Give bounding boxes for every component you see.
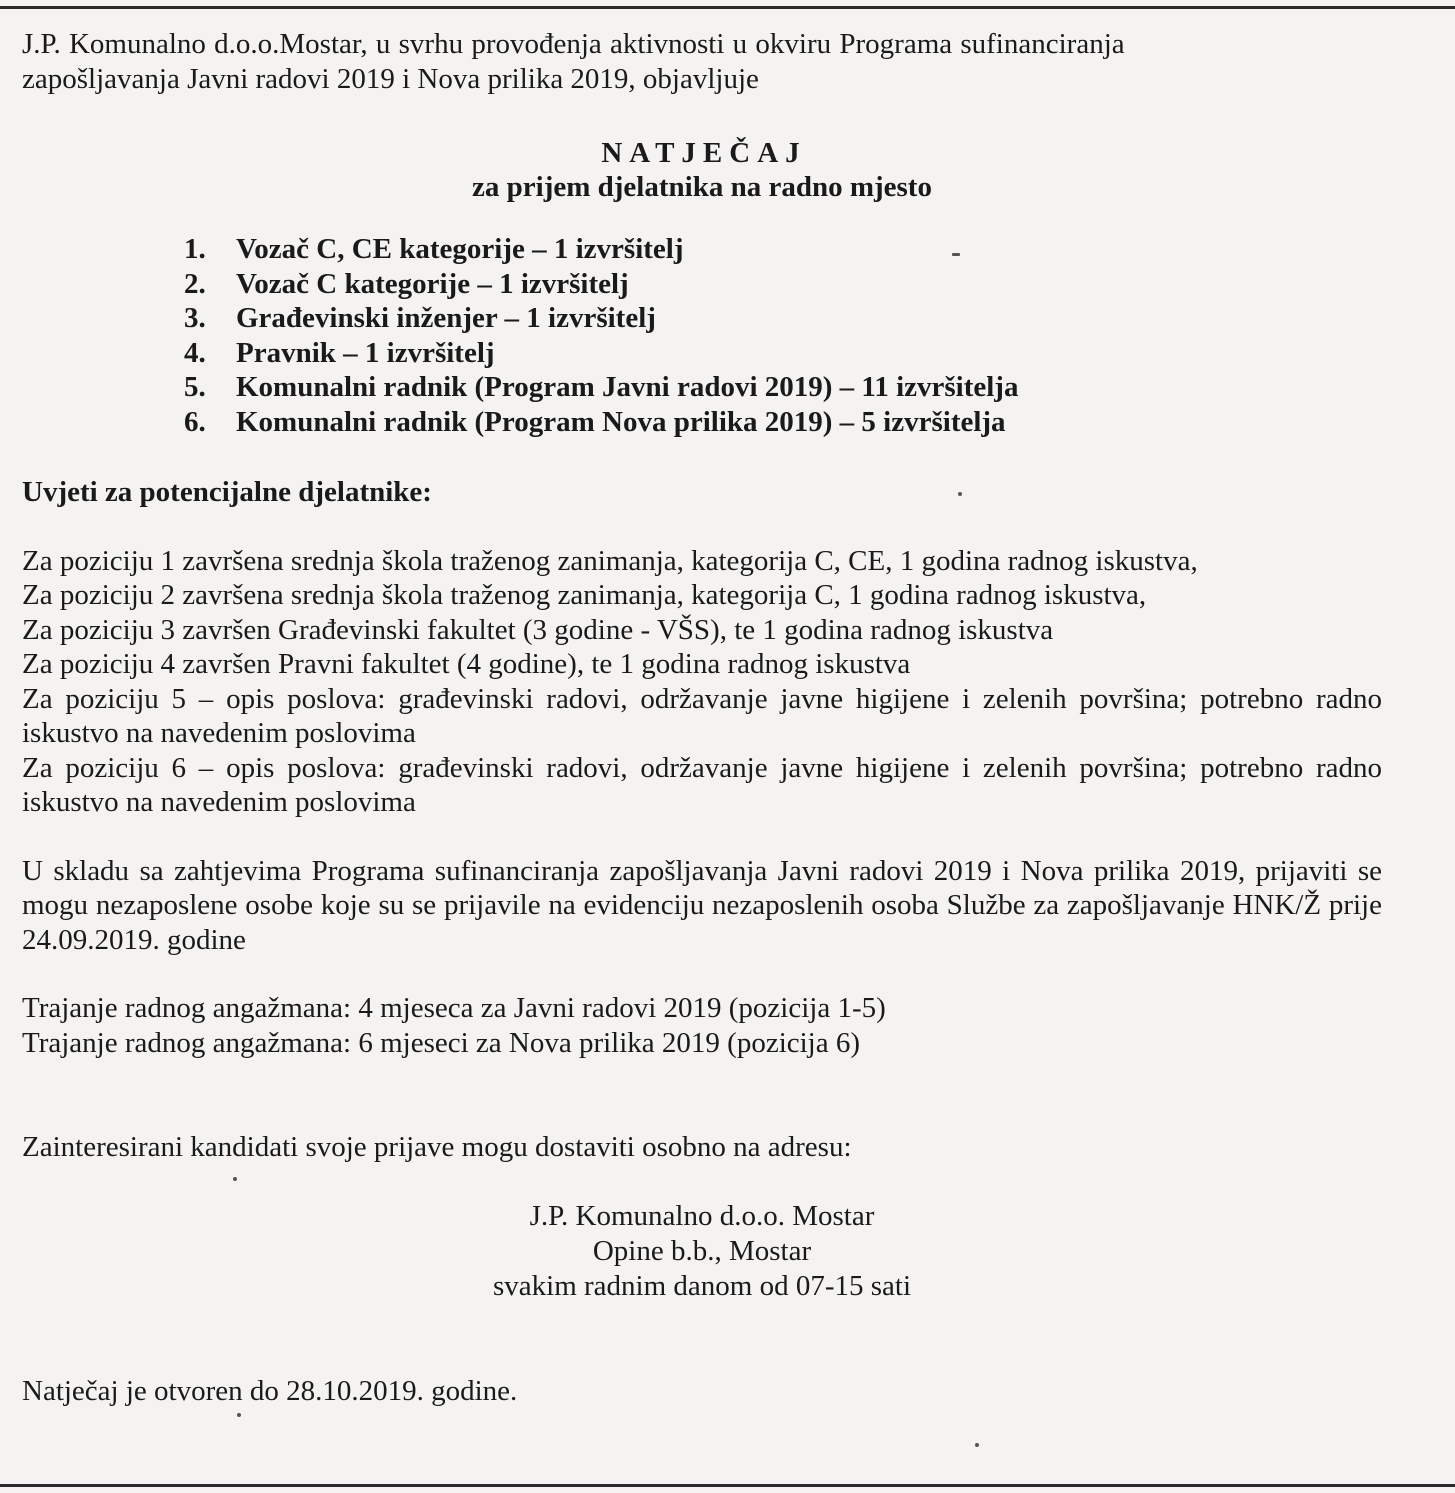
duration-line: Trajanje radnog angažmana: 4 mjeseca za Javni radovi 2019 (pozicija 1-5) bbox=[22, 992, 886, 1024]
list-item bbox=[184, 336, 1382, 371]
list-item-text: Građevinski inženjer – 1 izvršitelj bbox=[236, 302, 656, 334]
scan-speck bbox=[237, 1413, 241, 1417]
intro-paragraph bbox=[22, 27, 1382, 96]
list-item bbox=[184, 370, 1382, 405]
list-item bbox=[184, 232, 1382, 267]
list-item bbox=[184, 405, 1382, 440]
conditions-heading: Uvjeti za potencijalne djelatnike: bbox=[22, 476, 432, 508]
eligibility-paragraph: U skladu sa zahtjevima Programa sufinanciranja zapošljavanja Javni radovi 2019 i Nova prilika 2019, prijaviti se mogu nezaposlene osobe koje su se prijavile na evidenciju nezaposlenih osoba Službe za zapošljavanje HNK/Ž prije 24.09.2019. godine bbox=[22, 854, 1382, 956]
address-line-2: Opine b.b., Mostar bbox=[592, 1234, 812, 1267]
intro-line-1: J.P. Komunalno d.o.o.Mostar, u svrhu provođenja aktivnosti u okviru Programa sufinanciranja bbox=[22, 28, 1125, 60]
announcement-subtitle: za prijem djelatnika na radno mjesto bbox=[472, 171, 932, 203]
duration-block bbox=[22, 991, 1382, 1060]
condition-item: Za poziciju 4 završen Pravni fakultet (4 godine), te 1 godina radnog iskustva bbox=[22, 648, 911, 680]
list-item-number: 1. bbox=[184, 233, 206, 265]
list-item-text: Vozač C, CE kategorije – 1 izvršitelj bbox=[236, 233, 684, 265]
announcement-body bbox=[22, 27, 1382, 1408]
duration-line: Trajanje radnog angažmana: 6 mjeseci za Nova prilika 2019 (pozicija 6) bbox=[22, 1026, 861, 1059]
scan-speck bbox=[233, 1177, 237, 1181]
list-item-text: Komunalni radnik (Program Javni radovi 2019) – 11 izvršitelja bbox=[236, 371, 1019, 403]
bottom-rule bbox=[0, 1484, 1455, 1487]
deadline-text: Natječaj je otvoren do 28.10.2019. godine. bbox=[22, 1374, 518, 1407]
list-item-number: 2. bbox=[184, 267, 206, 300]
condition-item: Za poziciju 1 završena srednja škola traženog zanimanja, kategorija C, CE, 1 godina radnog iskustva, bbox=[22, 544, 1198, 577]
contact-intro: Zainteresirani kandidati svoje prijave mogu dostaviti osobno na adresu: bbox=[22, 1131, 852, 1163]
condition-item: Za poziciju 5 – opis poslova: građevinski radovi, održavanje javne higijene i zelenih površina; potrebno radno iskustvo na navedenim poslovima bbox=[22, 682, 1382, 749]
list-item-number: 6. bbox=[184, 405, 206, 438]
scan-speck bbox=[958, 492, 962, 496]
list-item bbox=[184, 301, 1382, 336]
top-rule bbox=[0, 6, 1455, 9]
intro-line-2: zapošljavanja Javni radovi 2019 i Nova prilika 2019, objavljuje bbox=[22, 62, 759, 95]
address-line-3: svakim radnim danom od 07-15 sati bbox=[492, 1269, 912, 1302]
list-item-number: 4. bbox=[184, 336, 206, 369]
list-item-number: 3. bbox=[184, 302, 206, 334]
condition-item: Za poziciju 6 – opis poslova: građevinski radovi, održavanje javne higijene i zelenih površina; potrebno radno iskustvo na navedenim poslovima bbox=[22, 751, 1382, 818]
scan-speck bbox=[952, 253, 960, 256]
scan-speck bbox=[975, 1443, 979, 1447]
address-line-1: J.P. Komunalno d.o.o. Mostar bbox=[529, 1199, 875, 1232]
announcement-title: NATJEČAJ bbox=[601, 137, 807, 169]
list-item-text: Komunalni radnik (Program Nova prilika 2019) – 5 izvršitelja bbox=[236, 405, 1006, 438]
positions-list bbox=[22, 232, 1382, 439]
list-item bbox=[184, 267, 1382, 302]
conditions-list bbox=[22, 544, 1382, 820]
list-item-text: Vozač C kategorije – 1 izvršitelj bbox=[236, 267, 629, 300]
address-block bbox=[22, 1199, 1382, 1304]
condition-item: Za poziciju 2 završena srednja škola traženog zanimanja, kategorija C, 1 godina radnog iskustva, bbox=[22, 579, 1147, 611]
list-item-number: 5. bbox=[184, 371, 206, 403]
list-item-text: Pravnik – 1 izvršitelj bbox=[236, 336, 495, 369]
condition-item: Za poziciju 3 završen Građevinski fakultet (3 godine - VŠS), te 1 godina radnog iskustva bbox=[22, 613, 1054, 646]
